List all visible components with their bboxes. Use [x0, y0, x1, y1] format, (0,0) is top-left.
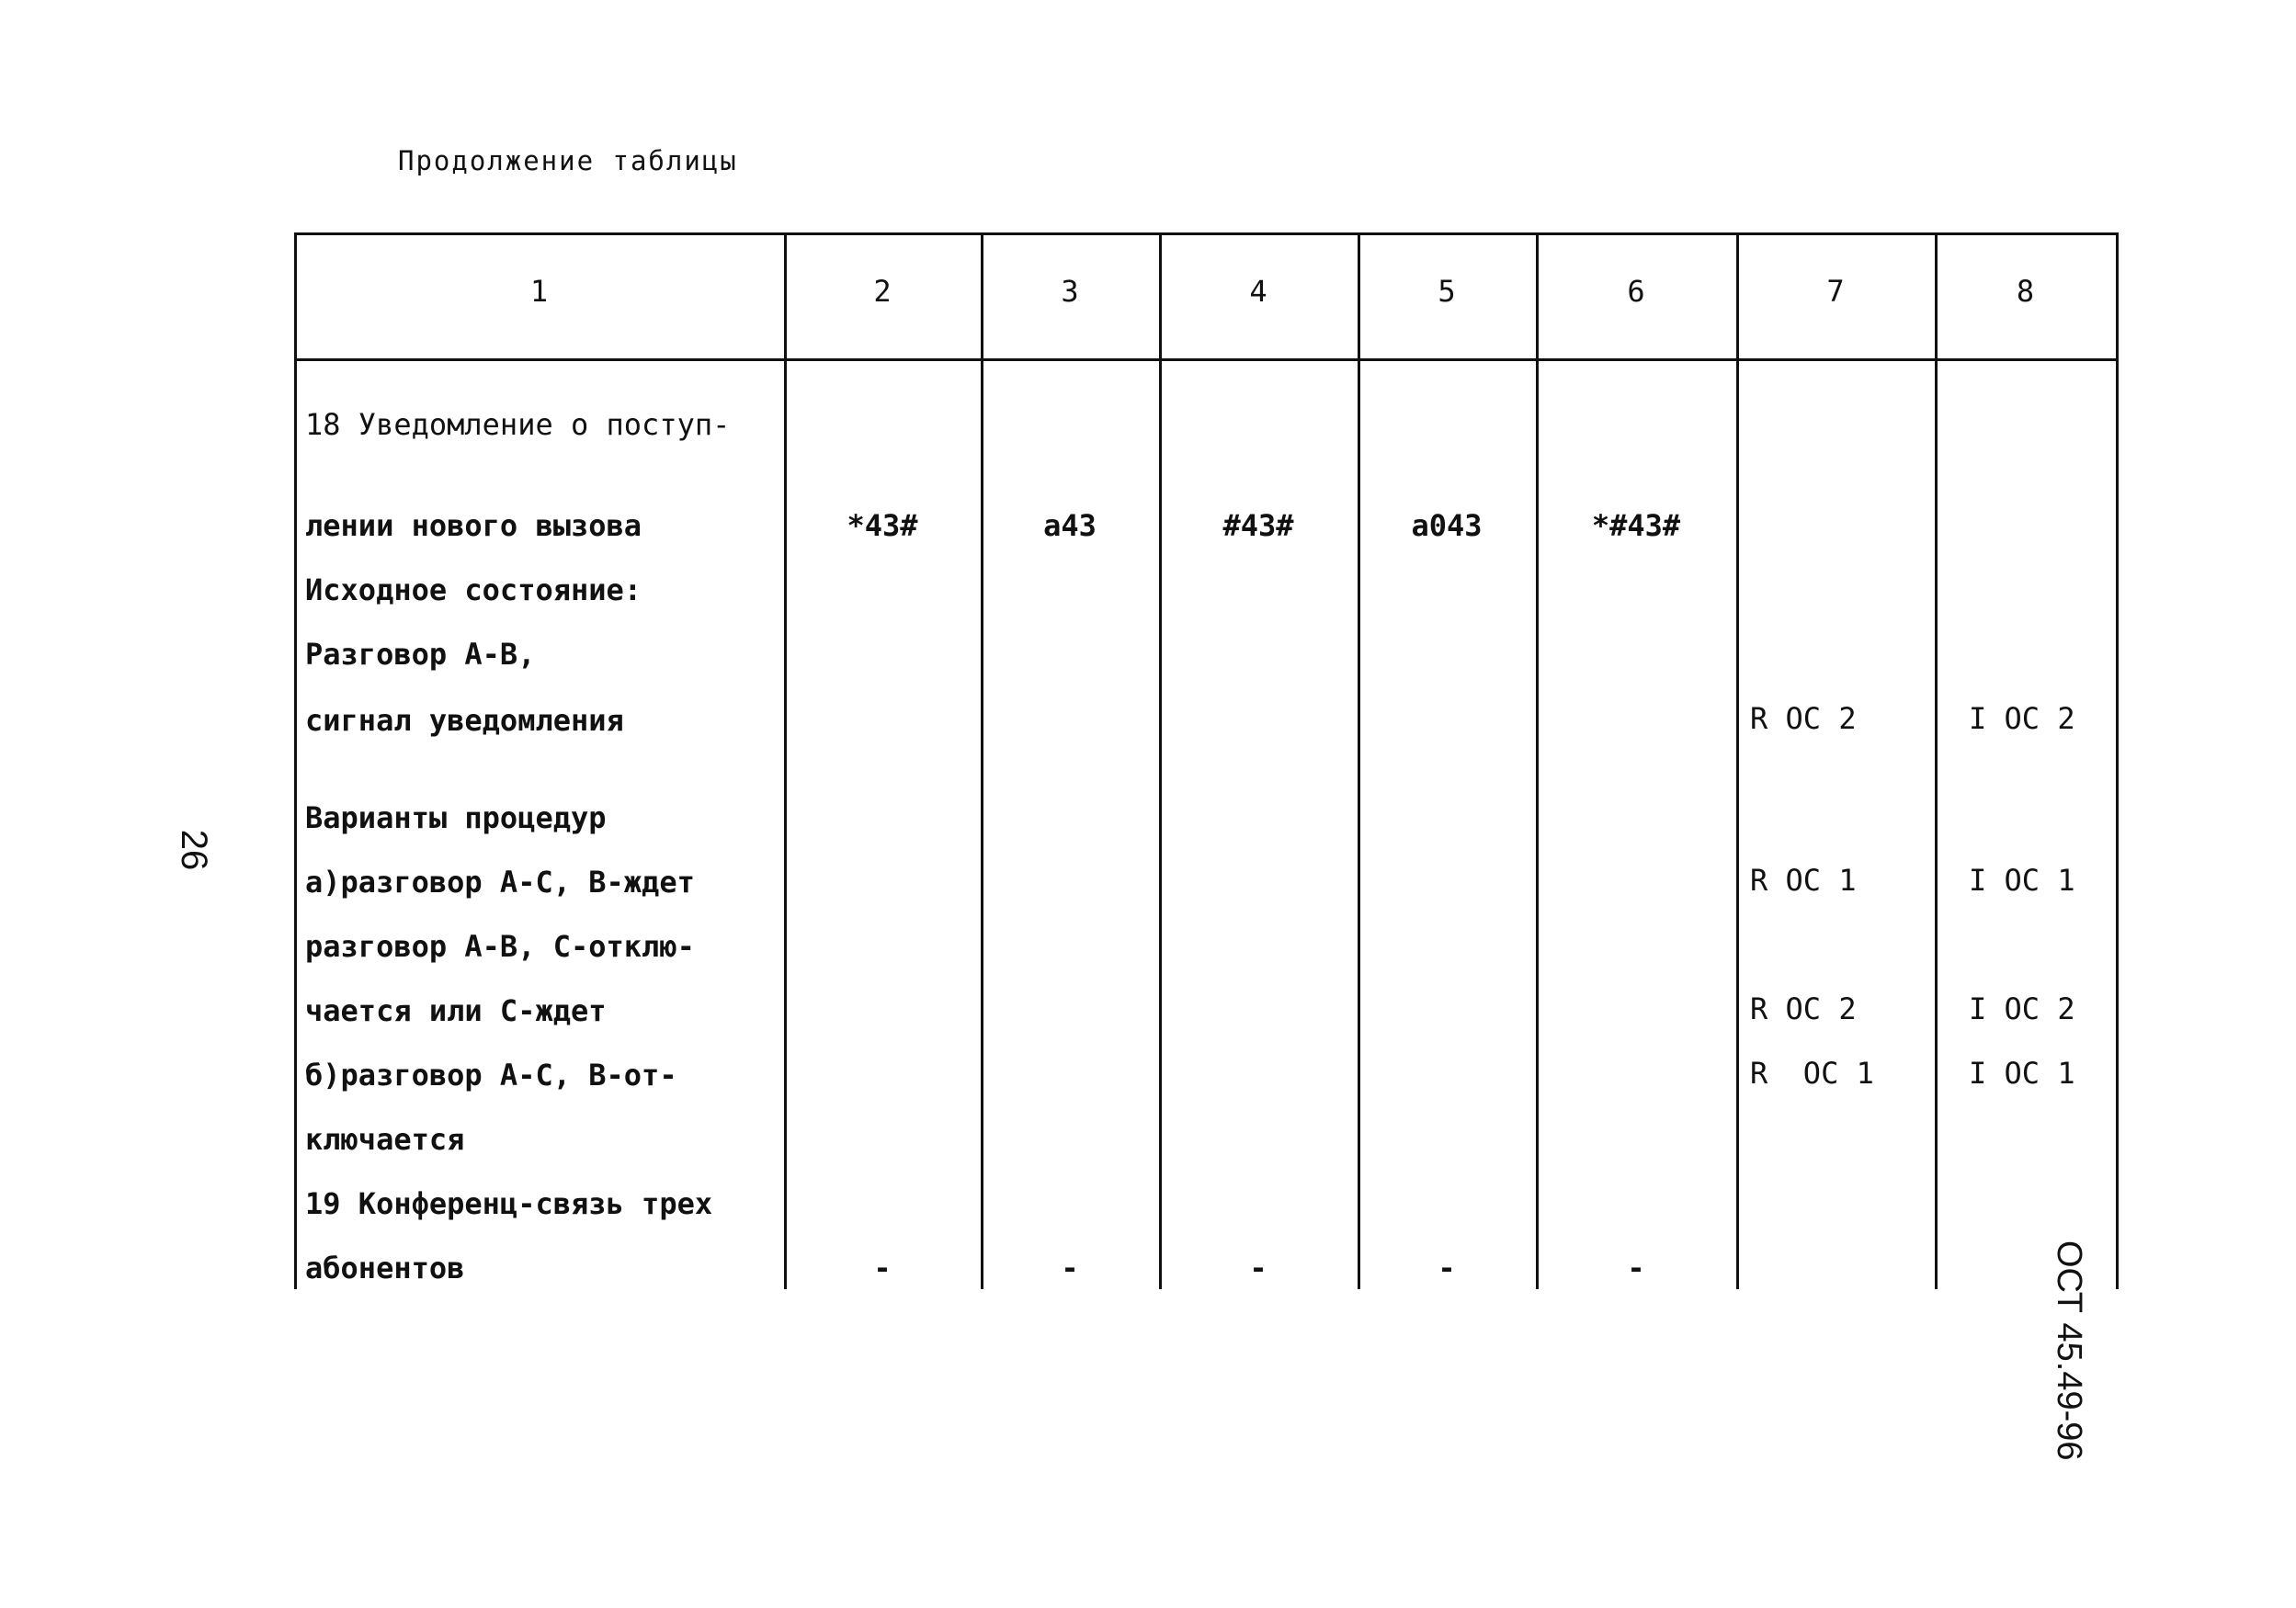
- code-cell: R OC 2: [1750, 991, 1857, 1026]
- col-border-6-7: [1736, 232, 1739, 1289]
- header-cell: 7: [1826, 274, 1845, 309]
- col-border-2-3: [981, 232, 983, 1289]
- row-label: Разговор А-В,: [305, 637, 536, 672]
- header-cell: 2: [873, 274, 892, 309]
- code-cell: R OC 1: [1750, 1056, 1874, 1091]
- row-label: 18 Уведомление о поступ-: [305, 407, 731, 442]
- row-label: абонентов: [305, 1251, 465, 1285]
- col-border-5-6: [1536, 232, 1539, 1289]
- row-label: а)разговор А-С, В-ждет: [305, 865, 695, 900]
- header-cell: 5: [1438, 274, 1456, 309]
- row-label: ключается: [305, 1122, 465, 1157]
- header-cell: 8: [2016, 274, 2035, 309]
- code-cell: I OC 1: [1969, 1056, 2075, 1091]
- header-bottom-border: [294, 358, 2119, 361]
- data-table: [294, 232, 2119, 1289]
- code-cell: R OC 1: [1750, 863, 1857, 898]
- code-cell: a043: [1411, 508, 1483, 543]
- dash-cell: -: [1061, 1251, 1079, 1285]
- col-border-right: [2116, 232, 2119, 1289]
- row-label: Исходное состояние:: [305, 572, 642, 607]
- standard-code: ОСТ 45.49-96: [2050, 1240, 2088, 1461]
- dash-cell: -: [1627, 1251, 1645, 1285]
- col-border-4-5: [1358, 232, 1360, 1289]
- code-cell: R OC 2: [1750, 701, 1857, 736]
- table-top-border: [294, 232, 2119, 235]
- col-border-3-4: [1159, 232, 1162, 1289]
- code-cell: I OC 2: [1969, 701, 2075, 736]
- code-cell: I OC 2: [1969, 991, 2075, 1026]
- header-cell: 4: [1249, 274, 1267, 309]
- code-cell: #43#: [1222, 508, 1294, 543]
- col-border-1-2: [784, 232, 787, 1289]
- row-label: Варианты процедур: [305, 800, 607, 835]
- dash-cell: -: [1249, 1251, 1267, 1285]
- row-label: разговор А-В, С-отклю-: [305, 929, 695, 964]
- page-number: 26: [174, 829, 214, 871]
- header-cell: 1: [529, 274, 549, 309]
- code-cell: a43: [1043, 508, 1097, 543]
- dash-cell: -: [873, 1251, 892, 1285]
- row-label: б)разговор А-С, В-от-: [305, 1058, 677, 1093]
- code-cell: *#43#: [1591, 508, 1681, 543]
- header-cell: 3: [1061, 274, 1079, 309]
- row-label: лении нового вызова: [305, 508, 642, 543]
- row-label: 19 Конференц-связь трех: [305, 1186, 713, 1221]
- table-continuation-caption: Продолжение таблицы: [398, 145, 738, 176]
- code-cell: *43#: [847, 508, 918, 543]
- code-cell: I OC 1: [1969, 863, 2075, 898]
- col-border-7-8: [1935, 232, 1938, 1289]
- row-label: сигнал уведомления: [305, 703, 624, 738]
- dash-cell: -: [1438, 1251, 1456, 1285]
- header-cell: 6: [1627, 274, 1645, 309]
- col-border-left: [294, 232, 297, 1289]
- row-label: чается или С-ждет: [305, 993, 607, 1028]
